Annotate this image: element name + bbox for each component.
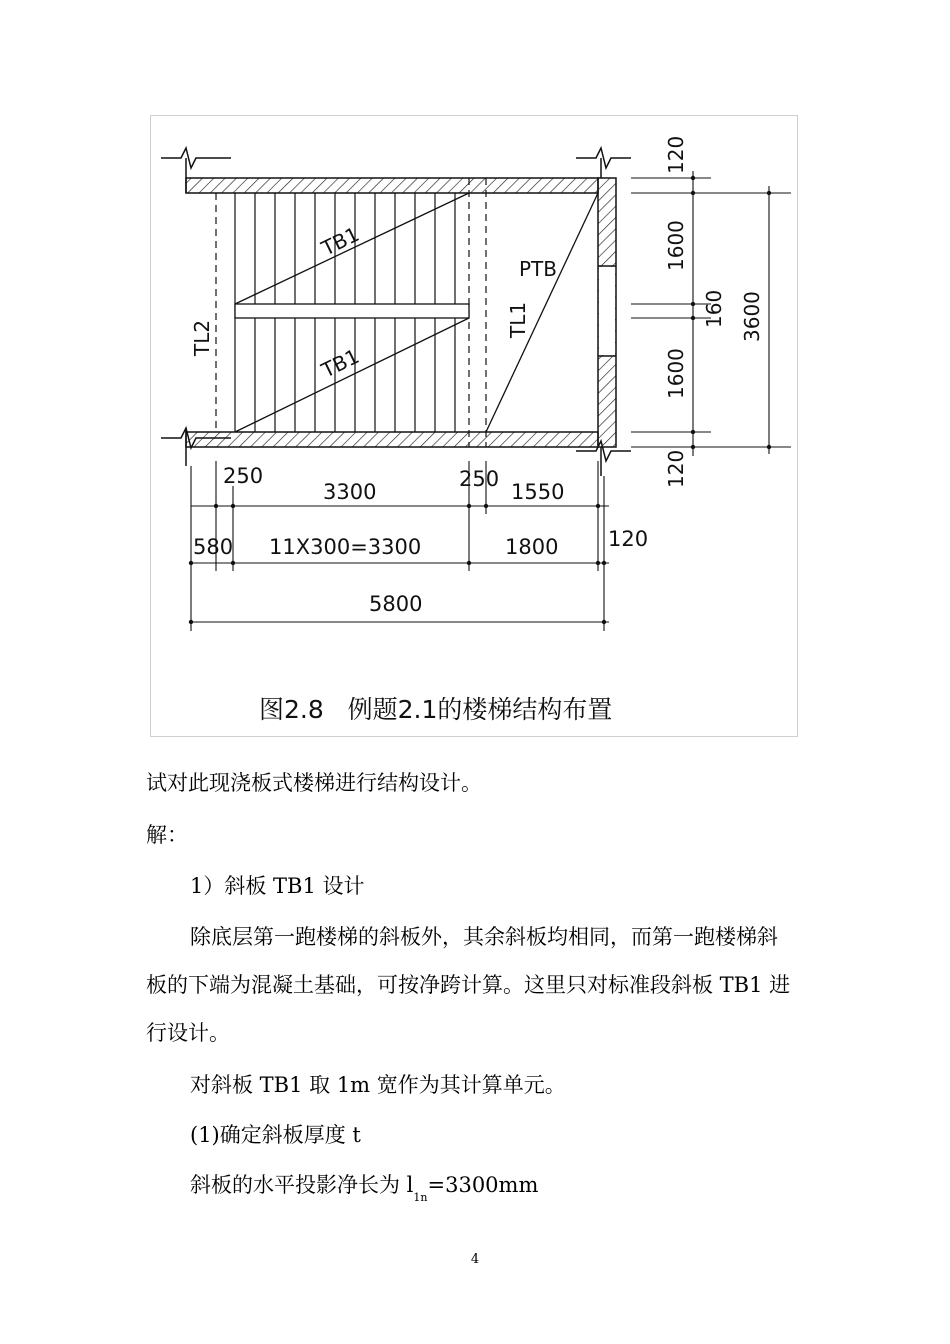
text-line-9-main: 斜板的水平投影净长为 l (190, 1173, 414, 1197)
dim-right-top-wall: 120 (664, 135, 688, 174)
text-line-2: 解： (146, 823, 188, 847)
text-line-9 (190, 1170, 538, 1204)
text-line-7: 对斜板 TB1 取 1m 宽作为其计算单元。 (190, 1073, 566, 1097)
text-line-6: 行设计。 (146, 1021, 230, 1045)
stair-layout-figure (150, 115, 798, 737)
bottom-wall (186, 432, 598, 447)
label-tb1-lower: TB1 (317, 343, 363, 383)
label-tl1: TL1 (506, 301, 530, 338)
text-line-5: 板的下端为混凝土基础，可按净跨计算。这里只对标准段斜板 TB1 进 (146, 973, 791, 997)
text-line-4: 除底层第一跑楼梯的斜板外，其余斜板均相同，而第一跑楼梯斜 (190, 925, 778, 949)
text-line-1: 试对此现浇板式楼梯进行结构设计。 (146, 771, 482, 795)
dim-bottom-row2-b: 11X300=3300 (269, 535, 422, 559)
tb1-lower-diagonal (235, 318, 469, 432)
dim-right-flight-lower: 1600 (664, 348, 688, 399)
text-line-9-end: =3300mm (427, 1173, 539, 1197)
page-number: 4 (470, 1252, 480, 1267)
dim-bottom-row3-a: 5800 (369, 592, 423, 616)
text-line-3: 1）斜板 TB1 设计 (190, 874, 365, 898)
text-line-9-subscript: 1n (413, 1191, 428, 1204)
dim-right-overall: 3600 (740, 291, 764, 342)
label-tl2: TL2 (190, 319, 214, 356)
middle-landing-beam (235, 304, 469, 318)
dim-right-bottom-wall: 120 (664, 449, 688, 488)
dim-bottom-row1-a: 250 (223, 464, 264, 488)
dim-bottom-row1-c: 250 (459, 467, 500, 491)
dim-bottom-row1-b: 3300 (323, 480, 377, 504)
figure-caption: 图2.8 例题2.1的楼梯结构布置 (259, 695, 613, 724)
dim-bottom-row2-d: 120 (608, 527, 649, 551)
dim-bottom-row2-c: 1800 (505, 535, 559, 559)
text-line-8: (1)确定斜板厚度 t (190, 1123, 361, 1147)
dim-bottom-row1-d: 1550 (511, 480, 565, 504)
dim-right-beam-gap: 160 (702, 289, 726, 328)
dim-bottom-row2-a: 580 (193, 535, 234, 559)
label-tb1-upper: TB1 (317, 221, 363, 261)
ptb-diagonal (486, 193, 598, 432)
stair-plan-drawing (151, 116, 799, 738)
label-ptb: PTB (519, 257, 557, 281)
dim-right-flight-upper: 1600 (664, 220, 688, 271)
top-wall (186, 178, 598, 193)
